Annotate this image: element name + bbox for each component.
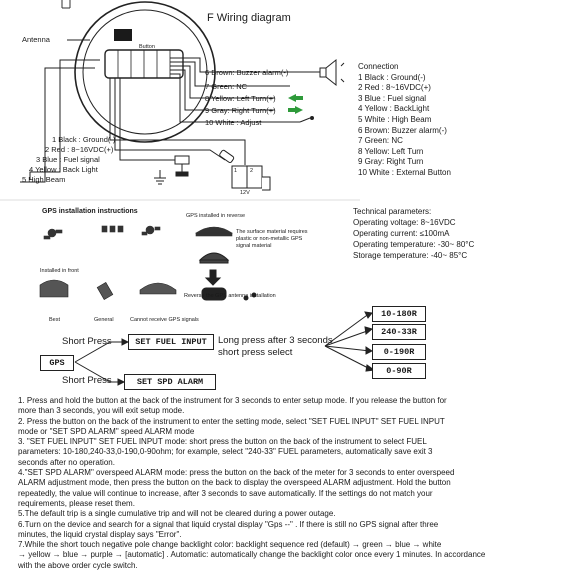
instruction-line: parameters: 10-180,240-33,0-190,0-90ohm; for example, select "240-33" FUEL parameters, automatically save exit 3 — [18, 447, 433, 457]
gps-note-line: signal material — [236, 243, 272, 249]
option-box-0-90r: 0-90R — [372, 363, 426, 379]
battery-voltage: 12V — [240, 190, 250, 196]
gps-label-general: General — [94, 317, 114, 323]
instruction-line: mode or "SET SPD ALARM" speed ALARM mode — [18, 426, 195, 436]
connection-item: 3 Blue : Fuel signal — [358, 93, 427, 103]
wire-left-4: 4 Yellow : Back Light — [29, 165, 98, 174]
short-press-select-label: short press select — [218, 347, 293, 358]
connection-title: Connection — [358, 62, 399, 71]
gps-installed-front: Installed in front — [40, 268, 79, 274]
gauge-body — [75, 2, 215, 142]
gps-satellite-icons — [44, 226, 232, 239]
battery-pin-2: 2 — [250, 168, 254, 174]
fuel-sender-icon — [175, 156, 189, 176]
instruction-line: more than 3 seconds, you will exit setup mode. — [18, 406, 185, 416]
connection-item: 10 White : External Button — [358, 167, 451, 177]
instruction-line: repeatedly, the value will continue to increase, after 3 seconds to save automatically. If the settings do not match your — [18, 488, 433, 498]
set-fuel-input-box: SET FUEL INPUT — [128, 334, 214, 350]
connection-item: 4 Yellow : BackLight — [358, 104, 430, 114]
connection-item: 2 Red : 8~16VDC(+) — [358, 83, 431, 93]
short-press-label-2: Short Press — [62, 375, 112, 386]
instruction-line: 1. Press and hold the button at the back of the instrument for 3 seconds to enter setup mode. If you release the button for — [18, 396, 447, 405]
gps-note-line: plastic or non-metallic GPS — [236, 236, 303, 242]
corner-marks — [62, 0, 70, 8]
gps-reverse-caption: GPS installed in reverse — [186, 213, 245, 219]
connection-item: 5 White : High Beam — [358, 114, 432, 124]
instruction-line: seconds after no operation. — [18, 457, 115, 467]
gps-note-line: The surface material requires — [236, 229, 308, 235]
button-block — [114, 29, 132, 41]
green-arrows — [288, 94, 303, 114]
instruction-line: minutes, the liquid crystal display says "Error". — [18, 529, 182, 539]
gps-label-best: Best — [49, 317, 61, 323]
antenna-label: Antenna — [22, 35, 50, 44]
instruction-line: → yellow → blue → purple → [automatic] . Automatic: automatically change the backlight color once every 1 minutes. In accordance — [18, 550, 486, 560]
technical-parameters — [353, 206, 474, 261]
technical-item: Operating voltage: 8~16VDC — [353, 218, 456, 227]
technical-item: Operating temperature: -30~ 80°C — [353, 240, 475, 249]
front-install-icons — [40, 280, 176, 300]
gps-box: GPS — [40, 355, 74, 371]
instruction-line: ALARM adjustment mode, then press the button on the back to display the overspeed ALARM adjustment. Hold the button — [18, 478, 451, 488]
option-box-240-33r: 240-33R — [372, 324, 426, 340]
instruction-line: 5.The default trip is a single cumulative trip and will not be cleared during a power outage. — [18, 509, 336, 519]
connection-item: 8 Yellow: Left Turn — [358, 146, 424, 156]
wire-right-10: 10 White : Adjust — [205, 118, 262, 127]
connection-item: 9 Gray: Right Turn — [358, 157, 424, 167]
wire-left-5: 5 High Beam — [22, 175, 66, 184]
gps-title: GPS installation instructions — [42, 208, 138, 215]
button-label: Button — [139, 44, 155, 50]
wire-left-2: 2 Red : 8~16VDC(+) — [45, 145, 114, 154]
ground-icon — [154, 170, 166, 184]
option-box-0-190r: 0-190R — [372, 344, 426, 360]
instruction-line: with the above order cycle switch. — [18, 560, 138, 570]
buzzer-icon — [320, 60, 344, 85]
connection-item: 6 Brown: Buzzer alarm(-) — [358, 125, 447, 135]
instruction-line: 7.While the short touch negative pole change backlight color: backlight sequence red (default) → green → blue → white — [18, 540, 442, 550]
short-press-label-1: Short Press — [62, 336, 112, 347]
technical-item: Storage temperature: -40~ 85°C — [353, 251, 468, 260]
set-spd-alarm-box: SET SPD ALARM — [124, 374, 216, 390]
instruction-line: 6.Turn on the device and search for a signal that liquid crystal display "Gps --" . If there is still no GPS signal after three — [18, 519, 439, 529]
wire-right-9: 9 Gray: Right Turn(+) — [205, 106, 276, 115]
wire-right-8: 8 Yellow: Left Turn(+) — [205, 94, 276, 103]
battery-pin-1: 1 — [234, 168, 238, 174]
connection-item: 7 Green: NC — [358, 136, 403, 146]
fuse-icon — [219, 150, 234, 164]
wire-left-3: 3 Blue : Fuel signal — [36, 155, 100, 164]
gps-note — [236, 229, 308, 250]
instruction-line: requirements, please reset them. — [18, 498, 135, 508]
option-box-10-180r: 10-180R — [372, 306, 426, 322]
wire-left-1: 1 Black : Ground(-) — [52, 135, 116, 144]
connection-item: 1 Black : Ground(-) — [358, 72, 426, 82]
wire-right-6: 6 Brown: Buzzer alarm(-) — [205, 68, 289, 77]
instruction-line: 4."SET SPD ALARM" overspeed ALARM mode: press the button on the back of the meter for 3 seconds to enter overspeed — [18, 468, 455, 478]
instruction-line: 3. "SET FUEL INPUT" SET FUEL INPUT mode: short press the button on the back of the instrument to select FUEL — [18, 437, 427, 447]
instruction-line: 2. Press the button on the back of the instrument to enter the setting mode, select "SET FUEL INPUT" SET FUEL INPUT — [18, 416, 445, 426]
technical-title: Technical parameters: — [353, 207, 432, 216]
diagram-title: F Wiring diagram — [207, 12, 291, 24]
technical-item: Operating current: ≤100mA — [353, 229, 450, 238]
wire-right-7: 7 Green: NC — [205, 82, 248, 91]
gps-reverse-install: Reverse the GPS antenna installation — [184, 293, 276, 299]
gps-label-cannot: Cannot receive GPS signals — [130, 317, 199, 323]
instructions-block — [18, 396, 485, 571]
connection-list — [358, 62, 451, 179]
long-press-label: Long press after 3 seconds — [218, 335, 333, 346]
